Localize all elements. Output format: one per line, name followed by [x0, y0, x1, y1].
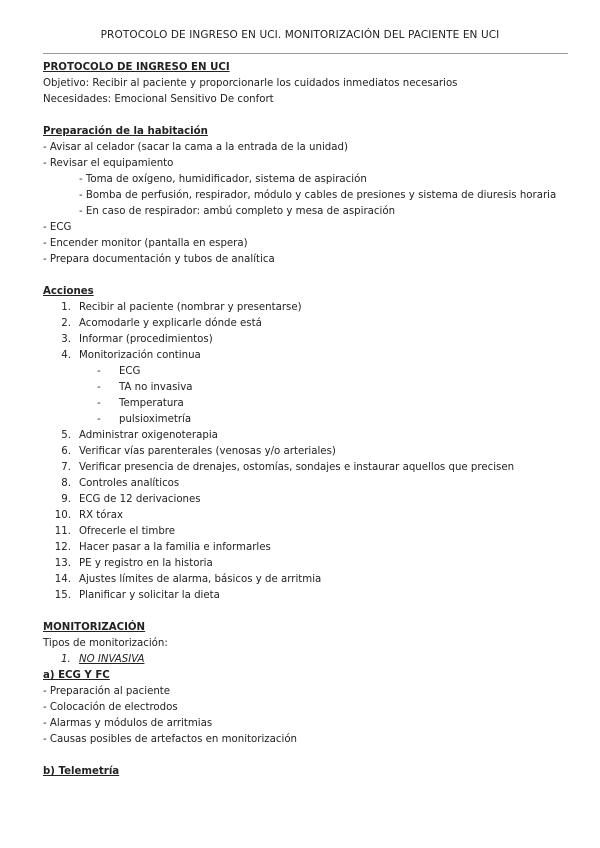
protocolo-title: PROTOCOLO DE INGRESO EN UCI	[43, 62, 230, 73]
telemetria-title: b) Telemetría	[43, 766, 120, 777]
dash-item	[43, 380, 583, 396]
list-item: - Revisar el equipamiento	[43, 158, 174, 169]
sub-list-item: - En caso de respirador: ambú completo y mesa de aspiración	[79, 206, 396, 217]
sub-list-item: - Toma de oxígeno, humidificador, sistema de aspiración	[79, 174, 367, 185]
item-text: Acomodarle y explicarle dónde está	[79, 318, 262, 329]
item-number: 5.	[61, 430, 71, 441]
item-text: RX tórax	[79, 510, 123, 521]
numbered-item	[43, 556, 583, 572]
numbered-item	[43, 540, 583, 556]
numbered-item	[43, 588, 583, 604]
numbered-item	[43, 476, 583, 492]
item-text: Ofrecerle el timbre	[79, 526, 176, 537]
item-number: 8.	[61, 478, 71, 489]
item-text: ECG de 12 derivaciones	[79, 494, 201, 505]
dash-item-text: pulsioximetría	[119, 414, 192, 425]
list-item: - Encender monitor (pantalla en espera)	[43, 238, 248, 249]
item-number: 10.	[54, 510, 71, 521]
acciones-list	[43, 300, 583, 604]
item-number: 1.	[61, 302, 71, 313]
list-item: - Alarmas y módulos de arritmias	[43, 718, 213, 729]
item-number: 4.	[61, 350, 71, 361]
item-text: Planificar y solicitar la dieta	[79, 590, 220, 601]
item-text: Verificar vías parenterales (venosas y/o arteriales)	[79, 446, 336, 457]
no-invasiva-item	[43, 652, 583, 668]
document-body	[43, 60, 583, 780]
numbered-item	[43, 300, 583, 316]
numbered-item	[43, 572, 583, 588]
item-text: Monitorización continua	[79, 350, 201, 361]
item-number: 2.	[61, 318, 71, 329]
item-text: PE y registro en la historia	[79, 558, 213, 569]
item-text: Hacer pasar a la familia e informarles	[79, 542, 271, 553]
item-number: 12.	[54, 542, 71, 553]
numbered-item	[43, 316, 583, 332]
dash-item	[43, 364, 583, 380]
monitorizacion-title: MONITORIZACIÓN	[43, 622, 146, 633]
numbered-item	[43, 444, 583, 460]
acciones-title: Acciones	[43, 286, 94, 297]
numbered-item	[43, 492, 583, 508]
dash-marker: -	[97, 382, 101, 393]
numbered-item	[43, 460, 583, 476]
item-number: 6.	[61, 446, 71, 457]
tipos-text: Tipos de monitorización:	[43, 638, 168, 649]
item-text: Recibir al paciente (nombrar y presentarse)	[79, 302, 302, 313]
list-item: - Colocación de electrodos	[43, 702, 178, 713]
numbered-item	[43, 524, 583, 540]
item-number: 14.	[54, 574, 71, 585]
item-text: Verificar presencia de drenajes, ostomías, sondajes e instaurar aquellos que precisen	[79, 462, 515, 473]
numbered-item	[43, 332, 583, 348]
numbered-item	[43, 348, 583, 364]
numbered-item	[43, 428, 583, 444]
item-number: 9.	[61, 494, 71, 505]
no-invasiva-label: NO INVASIVA	[79, 654, 145, 665]
document-header: PROTOCOLO DE INGRESO EN UCI. MONITORIZACIÓN DEL PACIENTE EN UCI	[100, 29, 500, 41]
item-number: 7.	[61, 462, 71, 473]
numbered-item	[43, 508, 583, 524]
dash-item	[43, 412, 583, 428]
list-item: - Avisar al celador (sacar la cama a la entrada de la unidad)	[43, 142, 348, 153]
item-number: 13.	[54, 558, 71, 569]
dash-item	[43, 396, 583, 412]
list-item: - Preparación al paciente	[43, 686, 171, 697]
objetivo-text: Objetivo: Recibir al paciente y proporcionarle los cuidados inmediatos necesarios	[43, 78, 458, 89]
ecg-fc-title: a) ECG Y FC	[43, 670, 110, 681]
item-text: Ajustes límites de alarma, básicos y de arritmia	[79, 574, 322, 585]
list-item: - Prepara documentación y tubos de analítica	[43, 254, 275, 265]
dash-item-text: ECG	[119, 366, 141, 377]
preparacion-title: Preparación de la habitación	[43, 126, 208, 137]
item-text: Informar (procedimientos)	[79, 334, 213, 345]
dash-item-text: TA no invasiva	[119, 382, 193, 393]
item-text: Administrar oxigenoterapia	[79, 430, 218, 441]
dash-marker: -	[97, 366, 101, 377]
item-number: 1.	[61, 654, 71, 665]
item-number: 3.	[61, 334, 71, 345]
sub-list-item: - Bomba de perfusión, respirador, módulo y cables de presiones y sistema de diuresis horaria	[79, 190, 557, 201]
list-item: - Causas posibles de artefactos en monitorización	[43, 734, 298, 745]
item-text: Controles analíticos	[79, 478, 180, 489]
dash-marker: -	[97, 398, 101, 409]
dash-marker: -	[97, 414, 101, 425]
dash-item-text: Temperatura	[119, 398, 184, 409]
item-number: 15.	[54, 590, 71, 601]
list-item: - ECG	[43, 222, 72, 233]
header-divider	[43, 53, 568, 54]
necesidades-text: Necesidades: Emocional Sensitivo De confort	[43, 94, 274, 105]
item-number: 11.	[54, 526, 71, 537]
